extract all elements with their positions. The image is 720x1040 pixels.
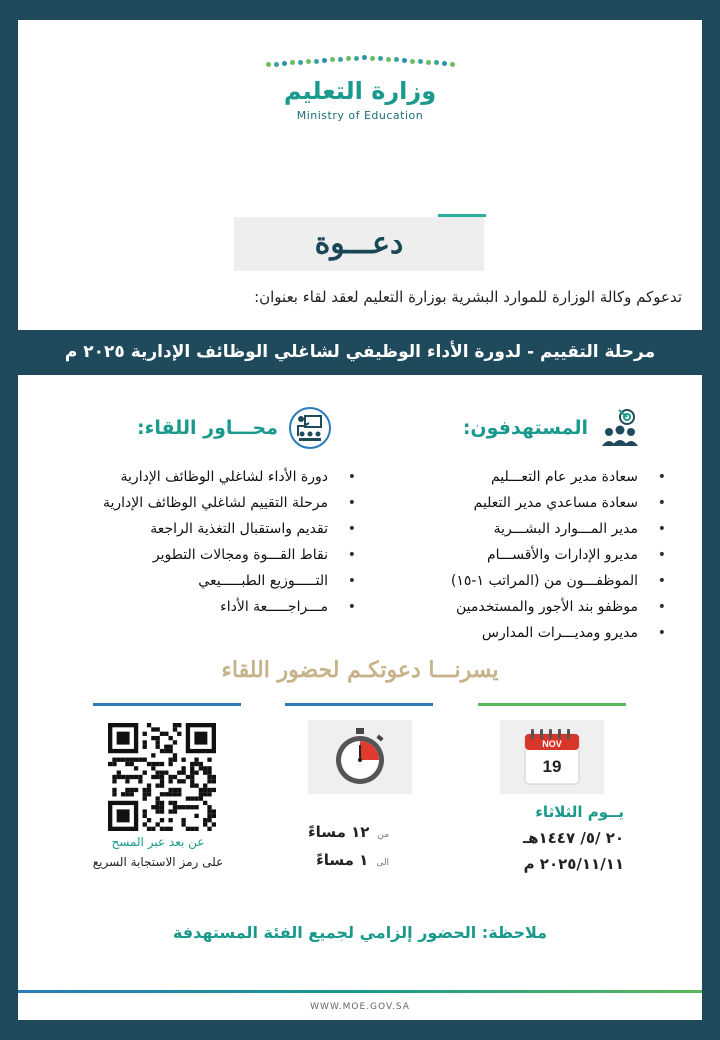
ministry-logo xyxy=(18,55,702,122)
targets-list xyxy=(382,464,642,646)
topic-item: • التـــــوزيع الطبـــــيعي xyxy=(32,568,332,594)
topic-item: • مرحلة التقييم لشاغلي الوظائف الإدارية xyxy=(32,490,332,516)
logo-english: Ministry of Education xyxy=(296,109,424,123)
topic-item: • مـــراجـــــعة الأداء xyxy=(32,594,332,620)
target-item: • مديرو الإدارات والأقســـام xyxy=(382,542,642,568)
logo-arabic: وزارة التعليم xyxy=(283,77,437,106)
calendar-tile xyxy=(500,720,604,794)
calendar-icon xyxy=(521,726,583,788)
day-name: يــوم الثلاثاء xyxy=(535,803,624,821)
remote-line-1: عن بعد عبر المسح xyxy=(111,835,205,849)
team-target-icon xyxy=(598,406,642,450)
topic-item: • تقديم واستقبال التغذية الراجعة xyxy=(32,516,332,542)
calendar-month: NOV xyxy=(542,739,562,749)
presentation-icon xyxy=(288,406,332,450)
logo-dots-icon xyxy=(18,55,702,67)
invite-heading: يسرنـــا دعوتكـم لحضور اللقاء xyxy=(221,657,499,683)
target-item: • مديرو ومديـــرات المدارس xyxy=(382,620,642,646)
target-item: • سعادة مدير عام التعـــليم xyxy=(382,464,642,490)
hijri-date: ٢٠ /٥/ ١٤٤٧هـ xyxy=(522,829,624,847)
website-link[interactable]: WWW.MOE.GOV.SA xyxy=(310,1002,410,1012)
calendar-day: 19 xyxy=(542,757,562,776)
time-block xyxy=(308,823,389,879)
remote-divider xyxy=(93,703,241,706)
from-label: من xyxy=(377,830,390,840)
target-item: • الموظفـــون من (المراتب ١-١٥) xyxy=(382,568,642,594)
page-title: دعـــوة xyxy=(234,217,484,271)
qr-code-icon[interactable] xyxy=(108,723,216,831)
attendance-note: ملاحظة: الحضور إلزامي لجميع الفئة المستهدفة xyxy=(172,923,548,942)
details-card xyxy=(18,375,702,1020)
end-time: ١ مساءً xyxy=(316,851,369,869)
topic-item: • نقاط القـــوة ومجالات التطوير xyxy=(32,542,332,568)
topics-list xyxy=(32,464,332,620)
stopwatch-icon xyxy=(329,726,391,788)
subject-banner: مرحلة التقييم - لدورة الأداء الوظيفي لشاغلي الوظائف الإدارية ٢٠٢٥ م xyxy=(64,342,656,362)
to-label: الى xyxy=(376,858,390,868)
date-divider xyxy=(478,703,626,706)
target-item: • سعادة مساعدي مدير التعليم xyxy=(382,490,642,516)
stopwatch-tile xyxy=(308,720,412,794)
remote-caption xyxy=(78,835,238,869)
targets-section xyxy=(382,405,642,646)
gregorian-date: ٢٠٢٥/١١/١١ م xyxy=(523,855,624,873)
footer-divider xyxy=(18,990,702,993)
topics-heading: محـــاور اللقاء: xyxy=(137,416,278,439)
topics-section xyxy=(32,405,332,620)
targets-heading: المستهدفون: xyxy=(462,416,588,439)
header-card xyxy=(18,20,702,330)
time-divider xyxy=(285,703,433,706)
target-item: • موظفو بند الأجور والمستخدمين xyxy=(382,594,642,620)
start-time: ١٢ مساءً xyxy=(308,823,370,841)
intro-text: تدعوكم وكالة الوزارة للموارد البشرية بوزارة التعليم لعقد لقاء بعنوان: xyxy=(254,288,682,306)
topic-item: • دورة الأداء لشاغلي الوظائف الإدارية xyxy=(32,464,332,490)
date-block xyxy=(523,803,624,873)
remote-line-2: على رمز الاستجابة السريع xyxy=(92,855,224,869)
target-item: • مدير المـــوارد البشـــرية xyxy=(382,516,642,542)
